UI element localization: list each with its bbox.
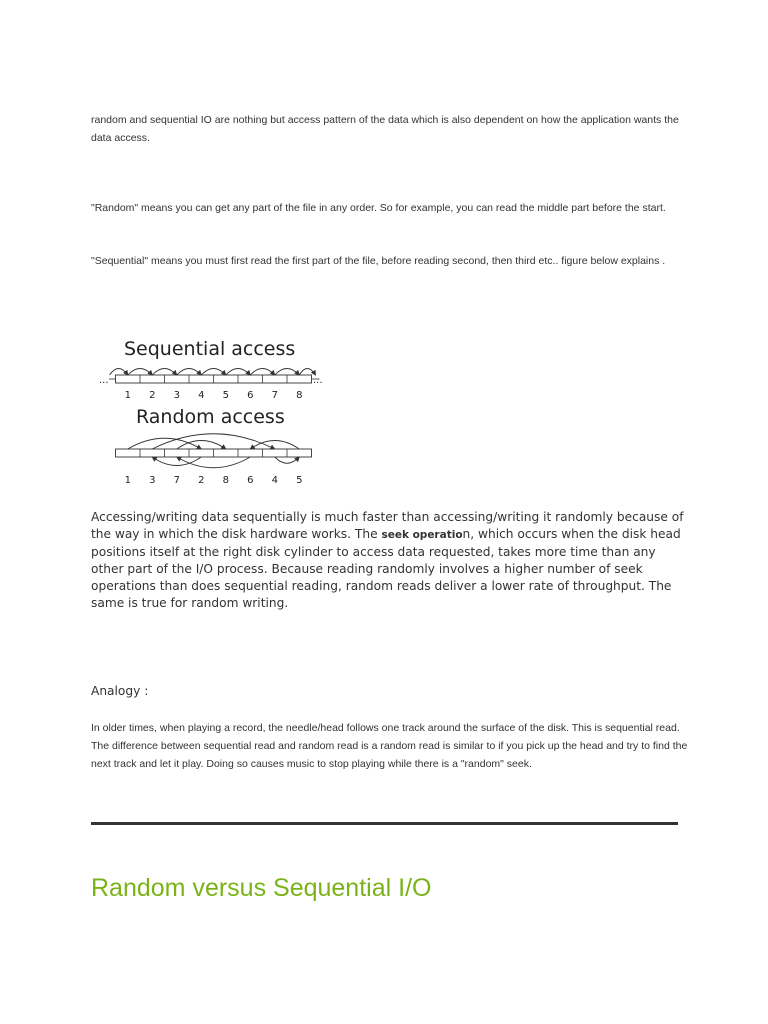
sequential-arc [110,369,128,376]
sequential-block-label: 3 [173,390,180,401]
sequential-arc [226,369,251,376]
random-definition: "Random" means you can get any part of the file in any order. So for example, you can read the middle part before the start. [91,202,666,214]
sequential-block-label: 8 [296,390,303,401]
sequential-arc [250,369,275,376]
sequential-ellipsis-right: ... [313,375,323,386]
random-block-label: 2 [198,475,205,486]
analogy-paragraph: In older times, when playing a record, the needle/head follows one track around the surface of the disk. This is sequential read. The difference between sequential read and random read is a random read is similar to if you pick up the head and try to find the next track and let it play. Doing so causes music to stop playing while there is a "random" seek. [91,722,688,770]
access-pattern-figure [93,330,333,490]
sequential-title: Sequential access [124,338,296,360]
random-block-label: 5 [296,475,303,486]
random-arc [152,434,275,449]
sequential-arc [275,369,300,376]
sequential-arc [201,369,226,376]
section-heading: Random versus Sequential I/O [91,874,432,902]
sequential-definition: "Sequential" means you must first read the first part of the file, before reading second, then third etc.. figure below explains . [91,255,666,267]
analogy-label: Analogy : [91,684,149,698]
random-block-label: 3 [149,475,156,486]
random-track [116,434,312,468]
random-block-label: 4 [271,475,278,486]
random-block-label: 1 [124,475,131,486]
random-block-labels [125,475,303,486]
sequential-arc [177,369,202,376]
random-arc [177,457,251,468]
random-arc [275,457,300,463]
seek-operation-term: seek operatio [381,529,463,541]
sequential-track [109,369,320,384]
sequential-arc [128,369,153,376]
random-block-label: 8 [222,475,229,486]
random-title: Random access [136,406,285,428]
sequential-block-label: 7 [271,390,278,401]
sequential-ellipsis-left: ... [99,375,109,386]
section-divider [91,822,678,825]
sequential-arc [152,369,177,376]
intro-paragraph: random and sequential IO are nothing but access pattern of the data which is also dependent on how the application wants the data access. [91,114,679,144]
sequential-block-label: 4 [198,390,205,401]
sequential-block-label: 6 [247,390,254,401]
sequential-block-label: 2 [149,390,156,401]
sequential-block-label: 5 [222,390,229,401]
explanation-text-after: n, which occurs when the disk head positions itself at the right disk cylinder to access data requested, takes more time than any other part of the I/O process. Because reading randomly involves a higher number of seek operations than does sequential reading, random reads deliver a lower rate of throughput. The same is true for random writing. [91,527,681,610]
random-block-label: 6 [247,475,254,486]
sequential-block-labels [125,390,303,401]
random-block-label: 7 [173,475,180,486]
sequential-block-label: 1 [124,390,131,401]
explanation-text-before: Accessing/writing data sequentially is much faster than accessing/writing it randomly because of the way in which the disk hardware works. The [91,510,684,541]
explanation-paragraph [91,509,691,612]
